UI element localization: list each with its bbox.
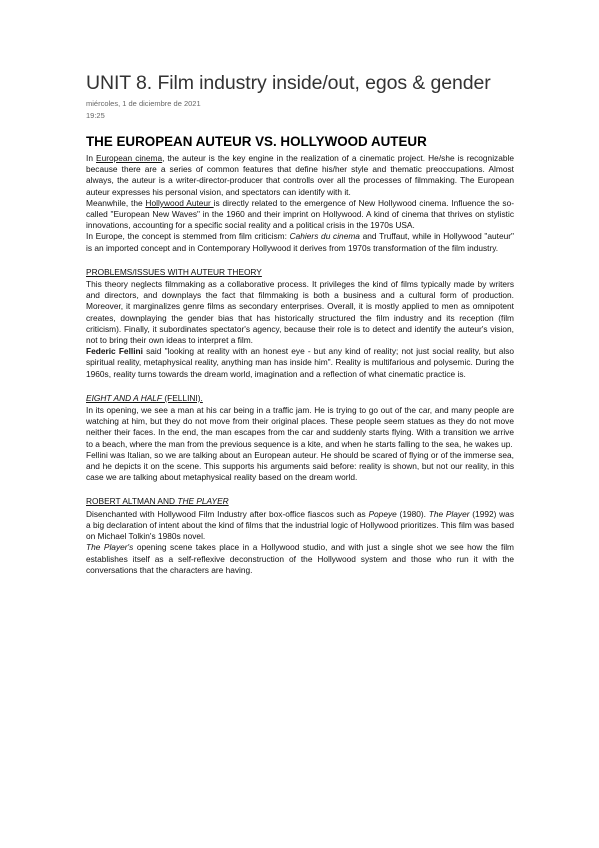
hollywood-auteur-link[interactable]: Hollywood Auteur — [145, 197, 214, 208]
intro-p3-pre: In Europe, the concept is stemmed from film criticism: — [86, 231, 290, 242]
note-time: 19:25 — [86, 111, 105, 120]
intro-paragraph-criticism — [86, 231, 514, 253]
intro-paragraph-european — [86, 153, 514, 198]
eight-half-opening-paragraph: In its opening, we see a man at his car being in a traffic jam. He is trying to go out of the car, and many people are watching at him, but they do not move from their original places. These people seem statues as they do not move neither their faces. In the end, the man escapes from the car and suddenly starts flying. With a transition we arrive to a beach, where the man from the previous sequence is a kite, and when he starts falling to the sea, he wakes up. — [86, 405, 514, 449]
fellini-quote-text: said "looking at reality with an honest eye - but any kind of reality; not just social reality, but also spiritual reality, metaphysical reality, anything man has inside him". Reality is multifarious and polysemic. During the 1960s, reality turns towards the dream world, imagination and a reflection of what cinematic practice is. — [86, 346, 515, 379]
altman-p1-text-b: (1980). — [396, 508, 429, 519]
altman-p1-text-a: Disenchanted with Hollywood Film Industry after box-office fiascos such as — [86, 508, 369, 519]
eight-half-analysis-paragraph: Fellini was Italian, so we are talking about an European auteur. He should be scared of flying or of the immerse sea, and he depicts it on the scene. This supports his arguments said before: reality is shown, but not our reality, in this case we are talking about metaphysical reality based on the dream world. — [86, 449, 514, 483]
european-cinema-link[interactable]: European cinema — [96, 153, 163, 163]
intro-paragraph-hollywood — [86, 198, 514, 232]
altman-paragraph — [86, 509, 514, 543]
section-heading-altman — [86, 496, 514, 507]
problems-paragraph: This theory neglects filmmaking as a collaborative process. It privileges the kind of films typically made by writers and directors, and downplays the fact that filmmaking is both a business and a cultural form of production. Moreover, it marginalizes genre films as secondary enterprises. Overall, it is mostly applied to men as omnipotent creates, downplaying the gender bias that has historically structured the film industry and its reception (film criticism). Finally, it subordinates spectator's agency, because their role is to detect and identify the auteur's vision, not to bring their own ideas to interpret a film. — [86, 279, 514, 346]
intro-p3-text: and Truffaut, while in Hollywood "auteur" is an imported concept and in Contemporary Hollywood it derives from 1970s transformation of the film industry. — [86, 231, 515, 253]
popeye-title: Popeye — [368, 508, 397, 519]
the-player-opening-paragraph — [86, 542, 514, 576]
altman-heading-pre: ROBERT ALTMAN AND — [86, 496, 178, 507]
intro-p2-text: is directly related to the emergence of New Hollywood cinema. Influence the so-called "European New Waves" in the 1960 and their imprint on Hollywood. A kind of cinema that thrives on stylistic innovations, accounting for a specific social reality and a political crisis in the 1970s USA. — [86, 197, 514, 231]
main-heading: THE EUROPEAN AUTEUR VS. HOLLYWOOD AUTEUR — [86, 134, 427, 149]
page-title: UNIT 8. Film industry inside/out, egos & gender — [86, 72, 491, 94]
section-heading-problems: PROBLEMS/ISSUES WITH AUTEUR THEORY — [86, 266, 262, 277]
intro-p1-pre: In — [86, 153, 96, 163]
eight-half-director: (FELLINI). — [162, 392, 203, 403]
intro-p1-text: , the auteur is the key engine in the realization of a cinematic project. He/she is recognizable because there are a series of common features that define his/her style and thematic preoccupations. Almost always, the auteur is a writer-director-producer that controlls over all the processes of filmmaking. The European auteur expresses his personal vision, and spectators can identify with it. — [86, 153, 515, 197]
note-date: miércoles, 1 de diciembre de 2021 — [86, 99, 201, 108]
fellini-quote-paragraph — [86, 346, 514, 380]
the-player-title: The Player — [428, 508, 470, 519]
fellini-name: Federic Fellini — [86, 346, 143, 357]
eight-half-title: EIGHT AND A HALF — [86, 392, 163, 403]
the-player-heading-title: THE PLAYER — [177, 496, 229, 507]
note-body — [86, 134, 514, 576]
intro-p2-pre: Meanwhile, the — [86, 197, 146, 208]
section-heading-eight-half — [86, 393, 514, 404]
the-player-opening-text: opening scene takes place in a Hollywood studio, and with just a single shot we see how the film establishes itself as a self-reflexive deconstruction of the Hollywood system and those who run it with the conversations that the characters are having. — [86, 542, 514, 575]
cahiers-du-cinema-title: Cahiers du cinema — [289, 231, 360, 242]
the-players-title: The Player's — [86, 542, 134, 553]
altman-p1-text-c: (1992) was a big declaration of intent about the kind of films that the industrial logic of Hollywood prioritizes. This film was based on Michael Tolkin's 1980s novel. — [86, 508, 514, 542]
